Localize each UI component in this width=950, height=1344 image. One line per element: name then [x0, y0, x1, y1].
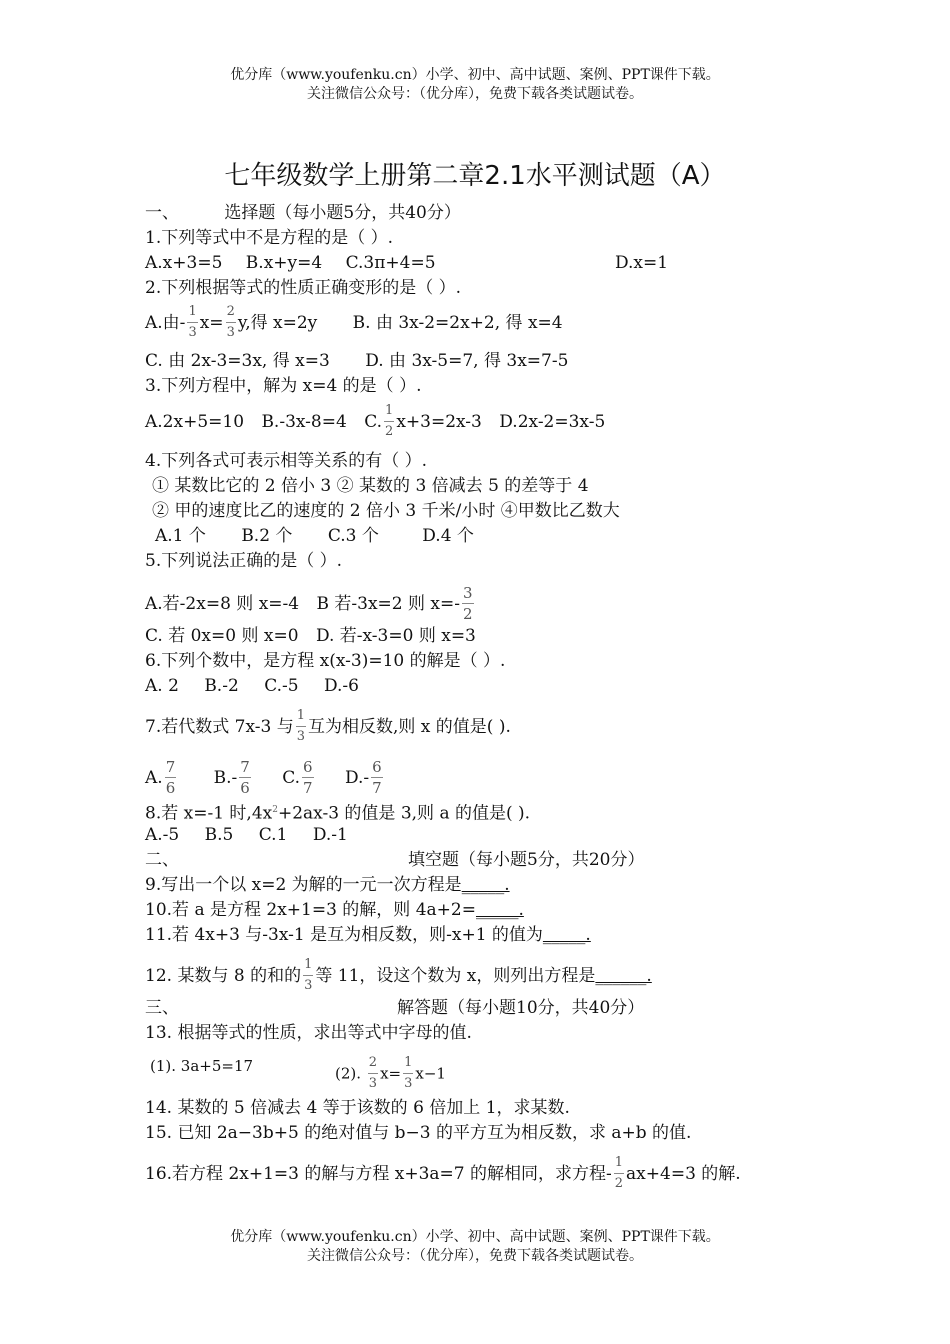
fraction-numerator: 3 — [463, 584, 473, 602]
question-6-options — [145, 674, 359, 698]
fraction-numerator: 2 — [368, 1055, 378, 1070]
fraction — [368, 1053, 378, 1094]
q2-a-mid: x= — [199, 313, 224, 333]
q7-b-prefix: B.- — [213, 768, 238, 788]
question-8-stem — [145, 798, 530, 826]
q16-prefix: 16.若方程 2x+1=3 的解与方程 x+3a=7 的解相同，求方程- — [145, 1164, 612, 1184]
q7-a-prefix: A. — [145, 768, 163, 788]
section-3-heading — [145, 996, 645, 1020]
q13-p2-suffix: x−1 — [415, 1064, 446, 1083]
q8-option-b: B.5 — [204, 825, 234, 845]
fraction — [462, 583, 474, 624]
q5-option-c: C. 若 0x=0 则 x=0 — [145, 626, 299, 646]
question-3-stem: 3.下列方程中，解为 x=4 的是（ ）. — [145, 376, 422, 396]
fraction — [239, 757, 251, 798]
fraction-numerator: 1 — [385, 403, 394, 418]
fraction-denominator: 3 — [368, 1076, 378, 1091]
fraction — [303, 955, 313, 996]
q3-c-suffix: x+3=2x-3 — [396, 412, 482, 432]
question-2-options-ab — [145, 303, 563, 344]
question-7-options — [145, 758, 385, 799]
fraction — [371, 757, 383, 798]
section-1-num: 一、 — [145, 203, 179, 223]
q5-option-b — [316, 584, 476, 623]
fraction — [296, 706, 306, 747]
fraction — [165, 757, 177, 798]
page-title: 七年级数学上册第二章2.1水平测试题（A） — [224, 161, 726, 191]
q7-stem-suffix: 互为相反数,则 x 的值是( ). — [307, 717, 511, 737]
q8-option-a: A.-5 — [145, 825, 180, 845]
q13-p2-prefix: (2). — [335, 1064, 362, 1083]
answer-blank: _____. — [461, 875, 510, 895]
fraction-numerator: 1 — [304, 957, 313, 972]
fraction-numerator: 1 — [614, 1155, 624, 1170]
fraction — [403, 1053, 413, 1094]
question-1-options — [145, 251, 669, 275]
q6-option-c: C.-5 — [264, 676, 299, 696]
fraction-denominator: 3 — [304, 978, 313, 993]
q7-option-d — [345, 758, 385, 797]
q13-p2-mid: x= — [380, 1064, 402, 1083]
q5-option-a: A.若-2x=8 则 x=-4 — [145, 594, 300, 614]
fraction-denominator: 2 — [614, 1176, 624, 1191]
question-16 — [145, 1154, 741, 1195]
q12-suffix: 等 11，设这个数为 x，则列出方程是 — [315, 966, 596, 986]
fraction-numerator: 2 — [226, 304, 235, 319]
question-3-options — [145, 402, 605, 443]
q2-option-c: C. 由 2x-3=3x, 得 x=3 — [145, 351, 330, 371]
question-14: 14. 某数的 5 倍减去 4 等于该数的 6 倍加上 1，求某数. — [145, 1098, 570, 1118]
q3-c-prefix: C. — [364, 412, 383, 432]
question-1-stem: 1.下列等式中不是方程的是（ ）. — [145, 228, 394, 248]
q3-option-a: A.2x+5=10 — [145, 412, 245, 432]
exponent: 2 — [272, 805, 278, 815]
question-5-options-cd — [145, 624, 476, 648]
question-10 — [145, 898, 524, 922]
section-3-num: 三、 — [145, 998, 179, 1018]
q4-option-a: A.1 个 — [155, 526, 206, 546]
answer-blank: _____. — [475, 900, 524, 920]
fraction-numerator: 1 — [296, 708, 305, 723]
fraction-numerator: 7 — [165, 758, 176, 776]
answer-blank: ______. — [595, 966, 652, 986]
q12-prefix: 12. 某数与 8 的和的 — [145, 966, 302, 986]
q6-option-d: D.-6 — [323, 676, 359, 696]
page-footer — [0, 1228, 950, 1266]
question-4-stem: 4.下列各式可表示相等关系的有（ ）. — [145, 451, 428, 471]
fraction-numerator: 6 — [303, 758, 313, 776]
q6-option-a: A. 2 — [145, 676, 179, 696]
question-4-options — [155, 524, 474, 548]
q13-part-1: (1). 3a+5=17 — [150, 1057, 254, 1075]
section-1-heading — [145, 201, 461, 225]
q10-text: 10.若 a 是方程 2x+1=3 的解，则 4a+2= — [145, 900, 476, 920]
fraction-denominator: 3 — [404, 1076, 413, 1091]
fraction — [614, 1153, 624, 1194]
question-5-options-ab — [145, 584, 476, 625]
q13-part-2 — [335, 1054, 446, 1095]
q4-option-b: B.2 个 — [241, 526, 293, 546]
fraction-denominator: 6 — [165, 779, 176, 797]
q3-option-c — [364, 403, 482, 439]
q8-option-d: D.-1 — [312, 825, 348, 845]
fraction-denominator: 3 — [296, 729, 305, 744]
question-13-parts — [150, 1054, 446, 1091]
q4-statement-line-1: ① 某数比它的 2 倍小 3 ② 某数的 3 倍减去 5 的差等于 4 — [152, 476, 589, 496]
q8-stem-prefix: 8.若 x=-1 时,4x — [145, 803, 273, 824]
question-15: 15. 已知 2a−3b+5 的绝对值与 b−3 的平方互为相反数，求 a+b 的值. — [145, 1123, 692, 1143]
fraction-denominator: 3 — [226, 325, 235, 340]
fraction — [302, 757, 314, 798]
q8-stem-suffix: +2ax-3 的值是 3,则 a 的值是( ). — [277, 803, 531, 824]
fraction-numerator: 7 — [240, 758, 250, 776]
q9-text: 9.写出一个以 x=2 为解的一元一次方程是 — [145, 875, 462, 895]
question-5-stem: 5.下列说法正确的是（ ）. — [145, 551, 343, 571]
fraction-denominator: 6 — [240, 779, 250, 797]
fraction-numerator: 1 — [404, 1055, 413, 1070]
q7-stem-prefix: 7.若代数式 7x-3 与 — [145, 717, 294, 737]
q7-c-prefix: C. — [282, 768, 301, 788]
q1-option-a: A.x+3=5 — [145, 253, 223, 273]
fraction-numerator: 1 — [188, 304, 197, 319]
q3-option-b: B.-3x-8=4 — [261, 412, 347, 432]
question-2-options-cd — [145, 349, 568, 373]
q2-option-b: B. 由 3x-2=2x+2, 得 x=4 — [352, 313, 563, 333]
q5-option-d: D. 若-x-3=0 则 x=3 — [315, 626, 476, 646]
question-2-stem: 2.下列根据等式的性质正确变形的是（ ）. — [145, 278, 462, 298]
question-8-options — [145, 823, 348, 847]
section-1-label: 选择题（每小题5分，共40分） — [224, 203, 461, 223]
footer-line-2: 关注微信公众号：（优分库），免费下载各类试题试卷。 — [307, 1248, 643, 1264]
q2-option-a — [145, 304, 323, 340]
q4-option-c: C.3 个 — [327, 526, 379, 546]
q3-option-d: D.2x-2=3x-5 — [499, 412, 606, 432]
question-12 — [145, 956, 652, 997]
section-2-label: 填空题（每小题5分，共20分） — [408, 850, 645, 870]
fraction-denominator: 3 — [188, 325, 197, 340]
fraction — [384, 401, 394, 442]
q4-option-d: D.4 个 — [422, 526, 474, 546]
fraction-denominator: 2 — [385, 424, 394, 439]
header-line-1: 优分库（www.youfenku.cn）小学、初中、高中试题、案例、PPT课件下载。 — [230, 67, 720, 83]
q1-option-d: D.x=1 — [615, 253, 669, 273]
fraction-denominator: 7 — [372, 779, 382, 797]
q11-text: 11.若 4x+3 与-3x-1 是互为相反数，则-x+1 的值为 — [145, 925, 543, 945]
q7-option-b — [213, 758, 253, 797]
q1-option-b: B.x+y=4 — [245, 253, 323, 273]
q5-b-prefix: B 若-3x=2 则 x=- — [316, 594, 460, 614]
fraction-denominator: 2 — [463, 605, 473, 623]
fraction-denominator: 7 — [303, 779, 313, 797]
header-line-2: 关注微信公众号：（优分库），免费下载各类试题试卷。 — [307, 86, 643, 102]
answer-blank: _____. — [542, 925, 591, 945]
q8-option-c: C.1 — [258, 825, 288, 845]
fraction — [226, 302, 236, 343]
q7-option-c — [282, 758, 315, 797]
q4-statement-line-2: ② 甲的速度比乙的速度的 2 倍小 3 千米/小时 ④甲数比乙数大 — [152, 501, 620, 521]
question-6-stem: 6.下列个数中，是方程 x(x-3)=10 的解是（ ）. — [145, 651, 506, 671]
q2-a-prefix: A.由- — [145, 313, 186, 333]
fraction-numerator: 6 — [372, 758, 382, 776]
section-2-heading — [145, 848, 645, 872]
question-7-stem — [145, 707, 511, 748]
q6-option-b: B.-2 — [204, 676, 239, 696]
q2-option-d: D. 由 3x-5=7, 得 3x=7-5 — [365, 351, 569, 371]
q1-option-c: C.3π+4=5 — [345, 253, 436, 273]
fraction — [187, 302, 197, 343]
q2-a-suffix: y,得 x=2y — [237, 313, 318, 333]
q7-option-a — [145, 758, 178, 797]
section-2-num: 二、 — [145, 850, 179, 870]
section-3-label: 解答题（每小题10分，共40分） — [397, 998, 645, 1018]
question-9 — [145, 873, 510, 897]
q7-d-prefix: D.- — [345, 768, 370, 788]
page-header — [0, 66, 950, 104]
question-13-stem: 13. 根据等式的性质，求出等式中字母的值. — [145, 1023, 472, 1043]
question-11 — [145, 923, 591, 947]
footer-line-1: 优分库（www.youfenku.cn）小学、初中、高中试题、案例、PPT课件下载。 — [230, 1229, 720, 1245]
q16-suffix: ax+4=3 的解. — [626, 1164, 741, 1184]
